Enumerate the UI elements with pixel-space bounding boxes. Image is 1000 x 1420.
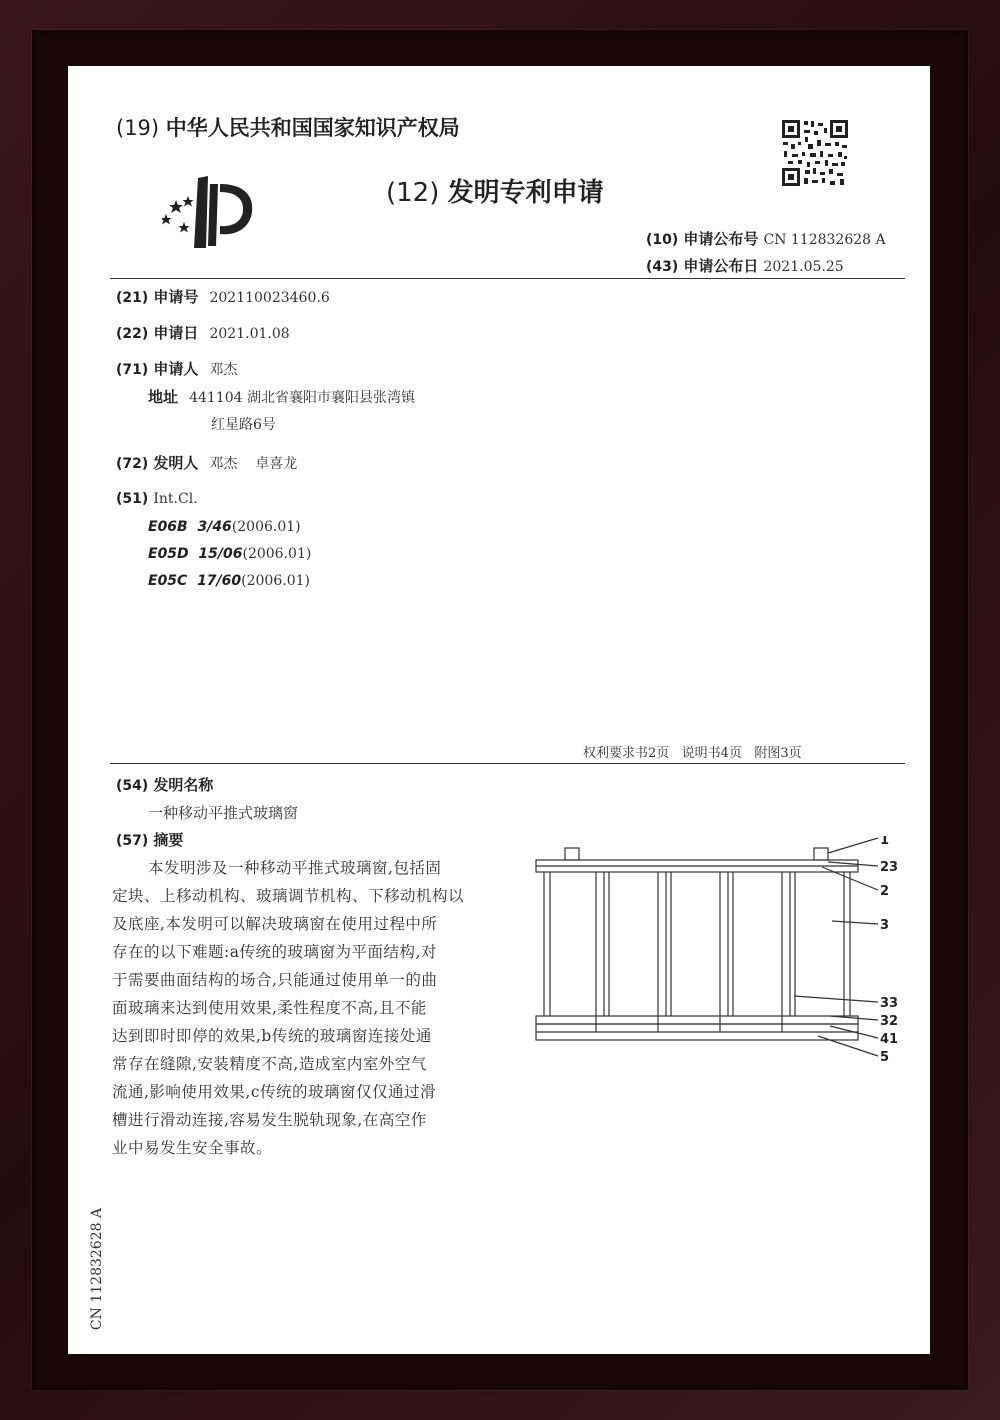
abstract-line: 达到即时即停的效果,b传统的玻璃窗连接处通 — [112, 1027, 432, 1045]
office-line — [116, 112, 460, 142]
address-line1: 441104 湖北省襄阳市襄阳县张湾镇 — [189, 390, 416, 406]
inventor-label: 发明人 — [153, 454, 199, 472]
abstract-label: 摘要 — [153, 831, 184, 849]
publication-date — [646, 255, 844, 276]
pub-date-value: 2021.05.25 — [763, 259, 844, 275]
pages-summary: 权利要求书2页 说明书4页 附图3页 — [583, 746, 802, 761]
figure-label-23: 23 — [880, 860, 899, 875]
address — [148, 386, 415, 407]
app-no-label: 申请号 — [153, 288, 199, 306]
abstract-line: 于需要曲面结构的场合,只能通过使用单一的曲 — [112, 971, 438, 989]
figure-label-2: 2 — [880, 884, 890, 899]
application-number — [116, 286, 330, 307]
app-no-code: (21) — [116, 290, 149, 306]
title-label: 发明名称 — [153, 776, 214, 794]
publication-number — [646, 228, 886, 249]
abstract-line: 常存在缝隙,安装精度不高,造成室内室外空气 — [112, 1055, 427, 1073]
abstract-line: 本发明涉及一种移动平推式玻璃窗,包括固 — [148, 859, 442, 877]
ipc-header — [116, 488, 198, 507]
doc-type: 发明专利申请 — [447, 178, 604, 208]
app-no-value: 202110023460.6 — [209, 290, 330, 306]
inventor-code: (72) — [116, 456, 149, 472]
ipc-class: E05D 15/06 — [148, 546, 243, 562]
title-code: (54) — [116, 778, 149, 794]
abstract-heading — [116, 829, 183, 850]
applicant — [116, 358, 237, 379]
figure-label-5: 5 — [880, 1050, 890, 1065]
patent-document — [68, 66, 930, 1354]
address-line2: 红星路6号 — [211, 417, 276, 433]
invention-title-heading — [116, 774, 213, 795]
abstract-line: 及底座,本发明可以解决玻璃窗在使用过程中所 — [112, 915, 438, 933]
abstract-line: 业中易发生安全事故。 — [112, 1139, 273, 1157]
qr-code-icon — [780, 118, 850, 188]
inventors — [116, 452, 297, 473]
pub-date-label: 申请公布日 — [683, 257, 759, 275]
ipc-label: Int.Cl. — [153, 491, 198, 507]
header-divider — [110, 278, 905, 279]
pub-no-label: 申请公布号 — [683, 230, 759, 248]
abstract-line: 面玻璃来达到使用效果,柔性程度不高,且不能 — [112, 999, 427, 1017]
figure-label-1: 1 — [880, 836, 890, 848]
ipc-class: E06B 3/46 — [148, 519, 232, 535]
abstract-line: 流通,影响使用效果,c传统的玻璃窗仅仅通过滑 — [112, 1083, 437, 1101]
ipc-version: (2006.01) — [242, 546, 312, 562]
pub-date-code: (43) — [646, 259, 679, 275]
ipc-class: E05C 17/60 — [148, 573, 242, 589]
figure-label-32: 32 — [880, 1014, 899, 1029]
ipc-entry — [148, 543, 311, 562]
doc-type-line — [386, 172, 604, 209]
ipc-entry — [148, 570, 310, 589]
inventor-value: 邓杰 卓喜龙 — [209, 456, 298, 472]
applicant-value: 邓杰 — [209, 362, 238, 378]
ipc-version: (2006.01) — [231, 519, 301, 535]
doc-type-code: (12) — [386, 178, 440, 208]
app-date-code: (22) — [116, 326, 149, 342]
applicant-label: 申请人 — [153, 360, 199, 378]
pub-no-value: CN 112832628 A — [763, 232, 886, 248]
side-publication-number: CN 112832628 A — [89, 1207, 106, 1331]
applicant-code: (71) — [116, 362, 149, 378]
office-name: 中华人民共和国国家知识产权局 — [165, 116, 460, 140]
ipc-entry — [148, 516, 301, 535]
invention-title: 一种移动平推式玻璃窗 — [148, 804, 299, 822]
figure-label-41: 41 — [880, 1032, 899, 1047]
window-figure — [532, 836, 912, 1066]
pub-no-code: (10) — [646, 232, 679, 248]
figure-label-33: 33 — [880, 996, 899, 1011]
application-date — [116, 322, 290, 343]
app-date-label: 申请日 — [153, 324, 199, 342]
abstract-line: 定块、上移动机构、玻璃调节机构、下移动机构以 — [112, 887, 465, 905]
abstract-code: (57) — [116, 833, 149, 849]
abstract-line: 槽进行滑动连接,容易发生脱轨现象,在高空作 — [112, 1111, 427, 1129]
cnipa-logo-icon — [162, 174, 258, 250]
ipc-version: (2006.01) — [241, 573, 310, 589]
address-label: 地址 — [148, 388, 179, 406]
summary-divider — [110, 763, 905, 764]
abstract-line: 存在的以下难题:a传统的玻璃窗为平面结构,对 — [112, 943, 437, 961]
figure-label-3: 3 — [880, 918, 890, 933]
app-date-value: 2021.01.08 — [209, 326, 290, 342]
ipc-code: (51) — [116, 491, 149, 507]
office-code: (19) — [116, 116, 160, 140]
